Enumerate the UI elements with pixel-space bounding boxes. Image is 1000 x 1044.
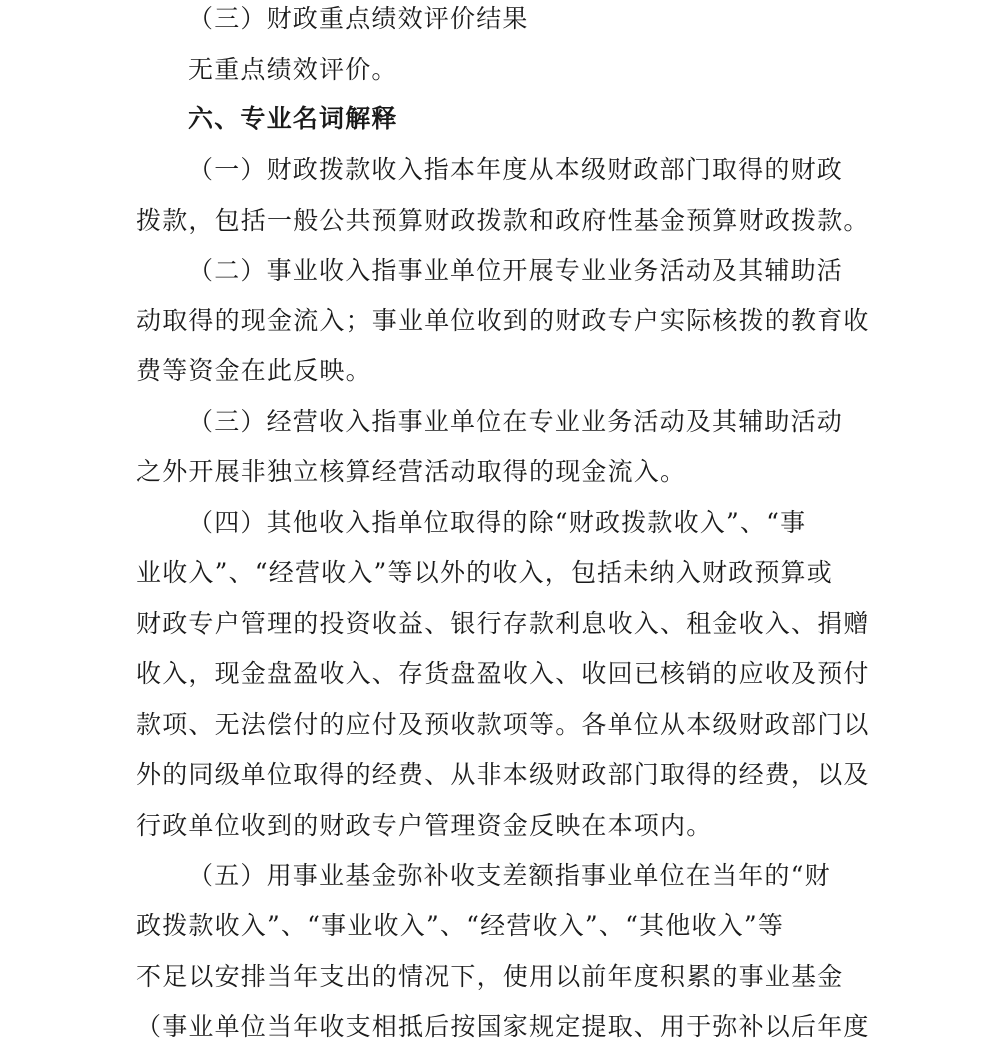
- paragraph-line: 政拨款收入”、“事业收入”、“经营收入”、“其他收入”等: [136, 911, 785, 940]
- paragraph-line: 财政专户管理的投资收益、银行存款利息收入、租金收入、捐赠: [136, 609, 870, 638]
- paragraph-line: 款项、无法偿付的应付及预收款项等。各单位从本级财政部门以: [136, 710, 870, 739]
- paragraph-line: 费等资金在此反映。: [136, 356, 372, 385]
- paragraph-line: 不足以安排当年支出的情况下，使用以前年度积累的事业基金: [136, 962, 844, 991]
- paragraph-line: （四）其他收入指单位取得的除“财政拨款收入”、“事: [188, 508, 807, 537]
- paragraph-line: 外的同级单位取得的经费、从非本级财政部门取得的经费，以及: [136, 760, 870, 789]
- paragraph-line: 业收入”、“经营收入”等以外的收入，包括未纳入财政预算或: [136, 558, 833, 587]
- section-heading: 六、专业名词解释: [188, 104, 398, 133]
- subsection-heading: （三）财政重点绩效评价结果: [188, 4, 529, 33]
- paragraph-line: 动取得的现金流入；事业单位收到的财政专户实际核拨的教育收: [136, 306, 870, 335]
- paragraph-line: 行政单位收到的财政专户管理资金反映在本项内。: [136, 811, 713, 840]
- paragraph-line: （二）事业收入指事业单位开展专业业务活动及其辅助活: [188, 256, 844, 285]
- paragraph-line: （事业单位当年收支相抵后按国家规定提取、用于弥补以后年度: [136, 1012, 870, 1041]
- paragraph-line: （三）经营收入指事业单位在专业业务活动及其辅助活动: [188, 407, 844, 436]
- paragraph-line: 之外开展非独立核算经营活动取得的现金流入。: [136, 457, 687, 486]
- paragraph-line: 拨款，包括一般公共预算财政拨款和政府性基金预算财政拨款。: [136, 206, 870, 235]
- paragraph-line: 收入，现金盘盈收入、存货盘盈收入、收回已核销的应收及预付: [136, 659, 870, 688]
- paragraph-line: （五）用事业基金弥补收支差额指事业单位在当年的“财: [188, 861, 831, 890]
- paragraph-line: 无重点绩效评价。: [188, 55, 398, 84]
- paragraph-line: （一）财政拨款收入指本年度从本级财政部门取得的财政: [188, 155, 844, 184]
